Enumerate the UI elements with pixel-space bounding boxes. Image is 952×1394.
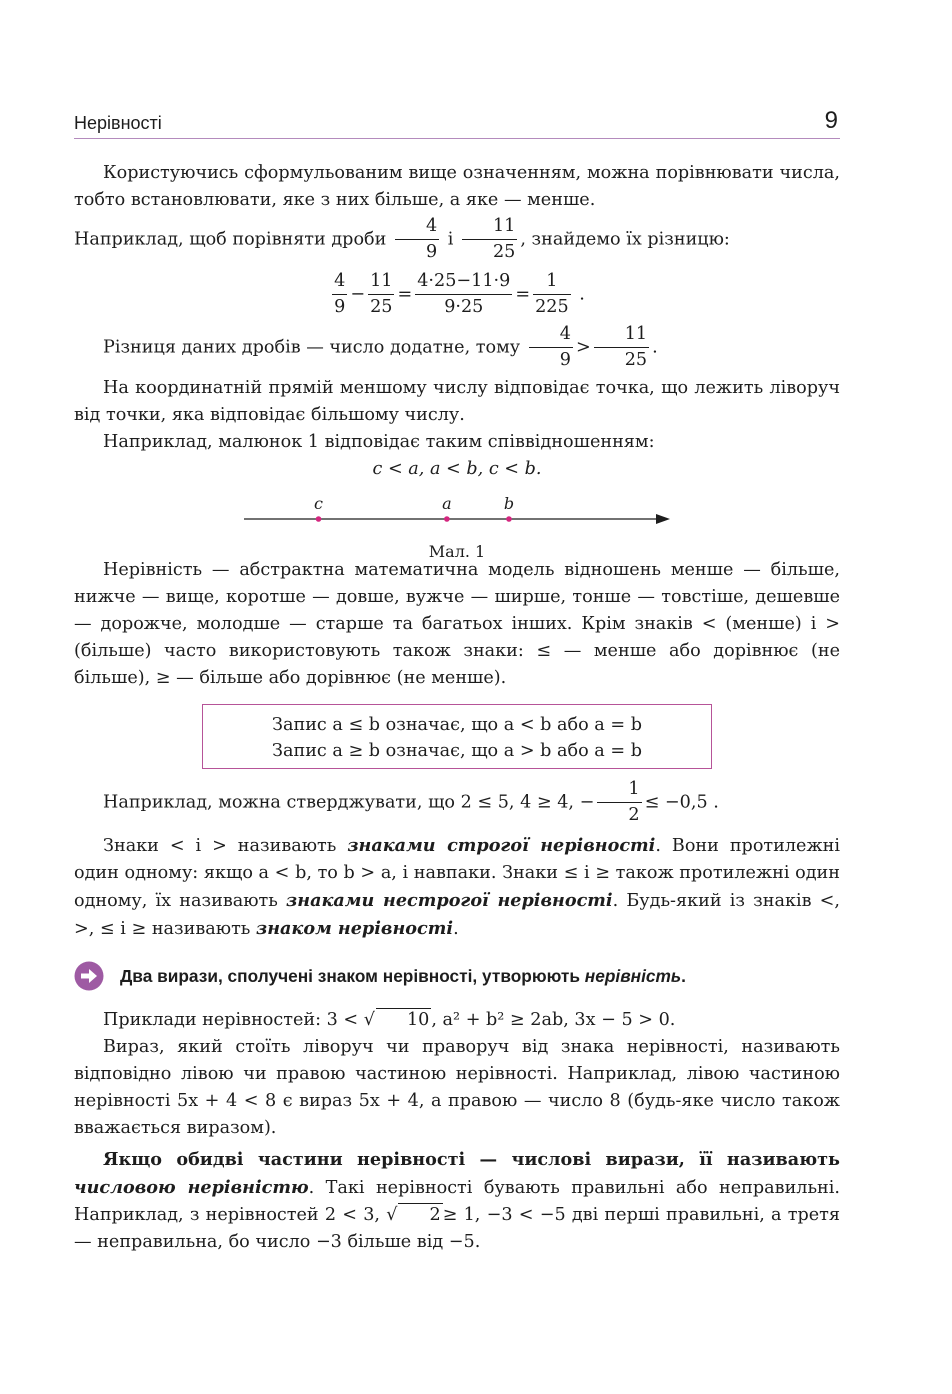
number-line <box>242 491 672 533</box>
definition-note: Два вирази, сполучені знаком нерівності, утворюють нерівність. <box>74 963 840 989</box>
paragraph-strict-signs: Знаки < і > називають знаками строгої нерівності. Вони протилежні один одному: якщо a < b, то b > a, і навпаки. Знаки ≤ і ≥ також протилежні один одному, їх називають знаками нестрогої нерівності. Будь-який із знаків <, >, ≤ і ≥ називають знаком нерівності. <box>74 835 841 939</box>
notation-box <box>202 704 712 769</box>
arrow-head <box>656 514 670 524</box>
sqrt-2: 2 <box>398 1203 442 1227</box>
notation-line-ge: Запис a ≥ b означає, що a > b або a = b <box>272 741 642 761</box>
arrow-right-circle-icon <box>74 961 104 991</box>
fraction-1-2: $\frac{1}{2}$ <box>597 777 641 828</box>
point-label-b: b <box>503 494 515 513</box>
point-a <box>444 516 450 522</box>
paragraph-inequality-definition: Нерівність — абстрактна математична модель відношень менше — більше, нижче — вище, коротше — довше, вужче — ширше, тонше — товстіше, дешевше — дорожче, молодше — старше та багатьох інших. Крім знаків < (менше) і > (більше) часто використовують також знаки: ≤ — менше або дорівнює (не більше), ≥ — більше або дорівнює (не менше). <box>74 560 840 688</box>
point-b <box>506 516 512 522</box>
term-nonstrict: знаками нестрогої нерівності <box>286 890 613 911</box>
paragraph-difference-positive: Різниця даних дробів — число додатне, тому $\frac{4}{9}$ > $\frac{11}{25}$ . <box>103 324 658 370</box>
paragraph-example-figure: Наприклад, малюнок 1 відповідає таким співвідношенням: <box>103 432 655 452</box>
page-content <box>74 160 840 1256</box>
term-inequality: нерівність <box>584 966 682 986</box>
paragraph-examples: Наприклад, можна стверджувати, що 2 ≤ 5, 4 ≥ 4, − $\frac{1}{2}$ ≤ −0,5 . <box>74 777 840 828</box>
page-number: 9 <box>824 107 838 134</box>
point-label-a: a <box>442 494 452 513</box>
paragraph-compare-numbers: Користуючись сформульованим вище означенням, можна порівнювати числа, тобто встановлювати, яке з них більше, а яке — менше. Наприклад, щоб порівняти дроби $\frac{4}{9}$ і $\frac{11}{25}$ , знайдемо їх різницю: <box>74 160 840 265</box>
point-label-c: c <box>314 494 324 513</box>
paragraph-inequality-examples: Приклади нерівностей: 3 < √ 10 , a² + b² ≥ 2ab, 3x − 5 > 0. <box>103 1010 676 1030</box>
fraction-4-9: $\frac{4}{9}$ <box>395 214 439 265</box>
difference-formula: $\frac{4}{9}$ − $\frac{11}{25}$ = $\frac{4\cdot 25-11\cdot 9}{9\cdot 25}$ = $\frac{1}{225}$ . <box>334 271 585 317</box>
point-c <box>316 516 322 522</box>
term-sign: знаком нерівності <box>255 918 454 939</box>
page-header <box>74 106 840 139</box>
paragraph-numeric-inequality: Якщо обидві частини нерівності — числові вирази, її називають числовою нерівністю. Такі нерівності бувають правильні або неправильні. Наприклад, з нерівностей 2 < 3, √ 2 ≥ 1, −3 < −5 дві перші правильні, а третя — неправильна, бо число −3 більше від −5. <box>74 1149 840 1252</box>
paragraph-coordinate-line: На координатній прямій меншому числу відповідає точка, що лежить ліворуч від точки, яка відповідає більшому числу. <box>74 378 840 425</box>
fraction-11-25: $\frac{11}{25}$ <box>462 214 517 265</box>
term-numeric-inequality: числовою нерівністю <box>74 1177 309 1198</box>
sqrt-10: 10 <box>376 1008 431 1032</box>
section-title: Нерівності <box>74 113 162 133</box>
relations-line: c < a, a < b, c < b. <box>372 459 542 479</box>
figure-caption: Мал. 1 <box>428 542 486 561</box>
term-strict: знаками строгої нерівності <box>347 835 656 856</box>
notation-line-le: Запис a ≤ b означає, що a < b або a = b <box>272 715 642 735</box>
number-line-figure <box>74 491 840 561</box>
paragraph-sides: Вираз, який стоїть ліворуч чи праворуч від знака нерівності, називають відповідно лівою чи правою частиною нерівності. Наприклад, лівою частиною нерівності 5x + 4 < 8 є вираз 5x + 4, а правою — число 8 (будь-яке число також вважається виразом). <box>74 1037 840 1138</box>
